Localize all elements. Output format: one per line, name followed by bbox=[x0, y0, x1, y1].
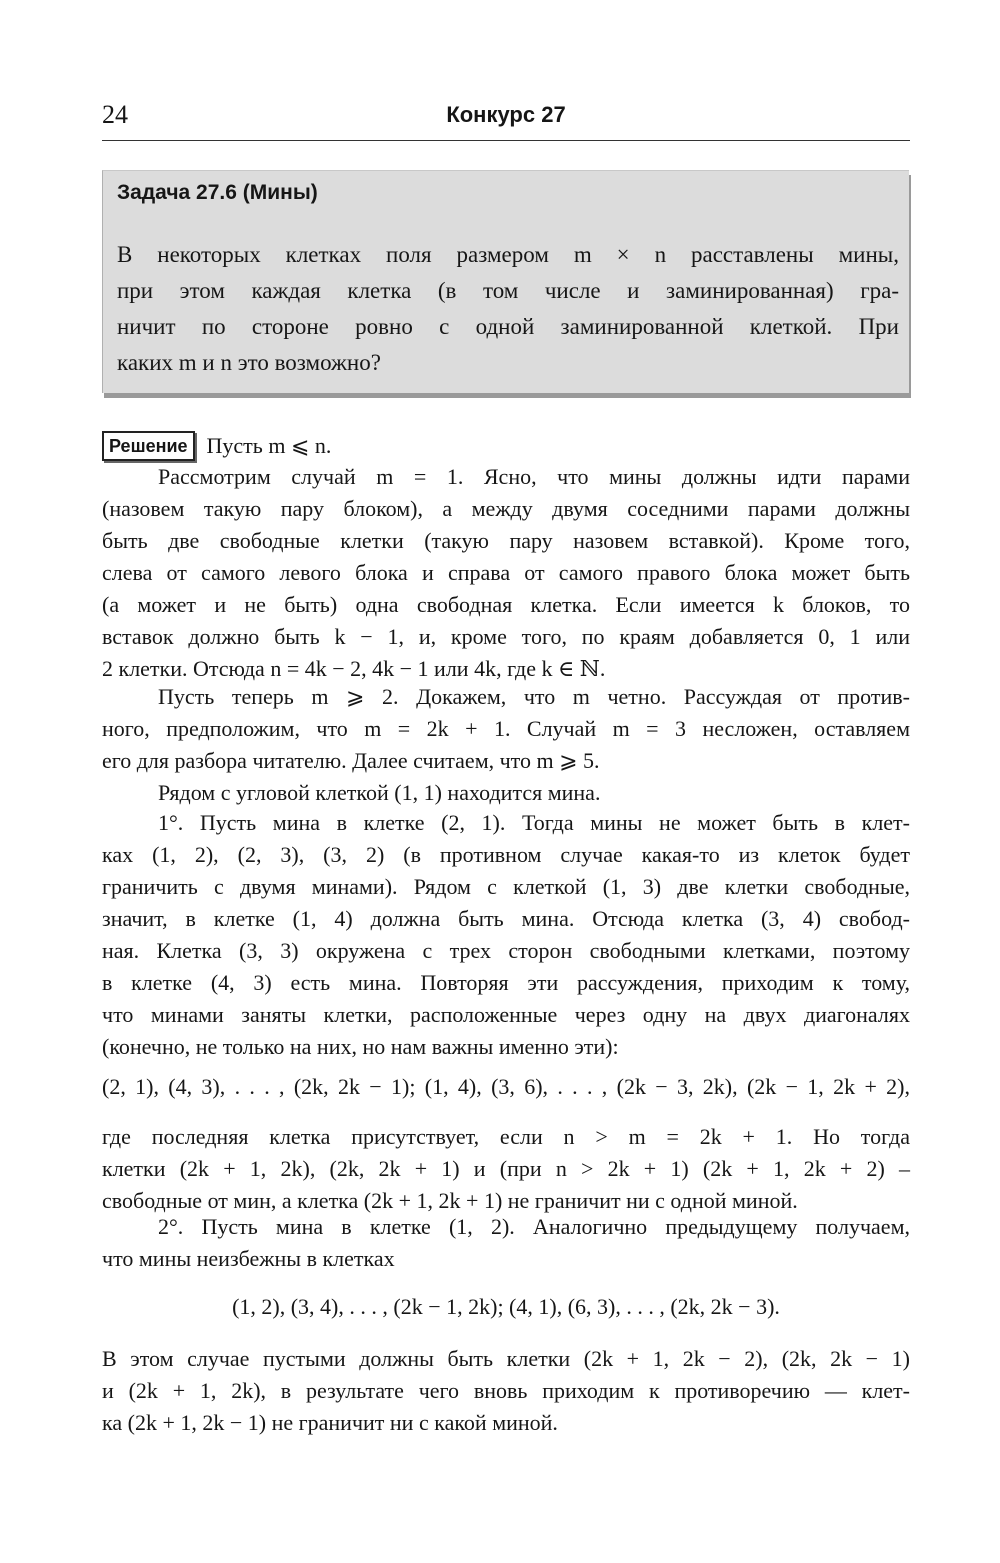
text-line: вставок должно быть k − 1, и, кроме того, по краям добавляется 0, 1 или bbox=[102, 624, 910, 649]
formula-2: (1, 2), (3, 4), . . . , (2k − 1, 2k); (4, 1), (6, 3), . . . , (2k, 2k − 3). bbox=[232, 1294, 780, 1319]
problem-line: ничит по стороне ровно с одной заминированной клеткой. При bbox=[117, 314, 899, 339]
text-line: быть две свободные клетки (такую пару назовем вставкой). Кроме того, bbox=[102, 528, 910, 553]
text-line: (конечно, не только на них, но нам важны именно эти): bbox=[102, 1034, 619, 1059]
text-line: что минами заняты клетки, расположенные через одну на двух диагоналях bbox=[102, 1002, 910, 1027]
text-line: Пусть теперь m ⩾ 2. Докажем, что m четно. Рассуждая от против- bbox=[158, 684, 910, 709]
text-line: Рассмотрим случай m = 1. Ясно, что мины должны идти парами bbox=[158, 464, 910, 489]
text-line: (назовем такую пару блоком), а между двумя соседними парами должны bbox=[102, 496, 910, 521]
text-line: клетки (2k + 1, 2k), (2k, 2k + 1) и (при n > 2k + 1) (2k + 1, 2k + 2) – bbox=[102, 1156, 910, 1181]
text-line: ках (1, 2), (2, 3), (3, 2) (в противном случае какая-то из клеток будет bbox=[102, 842, 910, 867]
text-line: (а может и не быть) одна свободная клетка. Если имеется k блоков, то bbox=[102, 592, 910, 617]
problem-line: каких m и n это возможно? bbox=[117, 350, 381, 375]
solution-paragraph-7 bbox=[102, 1343, 910, 1439]
page-number: 24 bbox=[102, 100, 128, 129]
text-line: свободные от мин, а клетка (2k + 1, 2k + 1) не граничит ни с одной миной. bbox=[102, 1188, 798, 1213]
text-line: 2 клетки. Отсюда n = 4k − 2, 4k − 1 или 4k, где k ∈ ℕ. bbox=[102, 656, 606, 681]
text-line: значит, в клетке (1, 4) должна быть мина. Отсюда клетка (3, 4) свобод- bbox=[102, 906, 910, 931]
running-head: Конкурс 27 bbox=[446, 102, 566, 127]
text-line: его для разбора читателю. Далее считаем, что m ⩾ 5. bbox=[102, 748, 600, 773]
problem-line: при этом каждая клетка (в том числе и заминированная) гра- bbox=[117, 278, 899, 303]
text-line: ная. Клетка (3, 3) окружена с трех сторон свободными клетками, поэтому bbox=[102, 938, 910, 963]
problem-statement bbox=[117, 237, 899, 381]
formula-1: (2, 1), (4, 3), . . . , (2k, 2k − 1); (1, 4), (3, 6), . . . , (2k − 3, 2k), (2k − 1, 2k + 2), bbox=[102, 1074, 910, 1099]
solution-paragraph-4 bbox=[102, 807, 910, 1063]
solution-heading bbox=[102, 430, 331, 462]
problem-line: В некоторых клетках поля размером m × n расставлены мины, bbox=[117, 242, 899, 267]
problem-title: Задача 27.6 (Мины) bbox=[117, 181, 318, 204]
text-line: Рядом с угловой клеткой (1, 1) находится мина. bbox=[158, 780, 601, 805]
solution-badge: Решение bbox=[102, 431, 195, 461]
solution-paragraph-1 bbox=[102, 461, 910, 685]
text-line: в клетке (4, 3) есть мина. Повторяя эти рассуждения, приходим к тому, bbox=[102, 970, 910, 995]
solution-first-line: Пусть m ⩽ n. bbox=[206, 433, 332, 458]
text-line: что мины неизбежны в клетках bbox=[102, 1246, 395, 1271]
text-line: 1°. Пусть мина в клетке (2, 1). Тогда мины не может быть в клет- bbox=[158, 810, 910, 835]
text-line: 2°. Пусть мина в клетке (1, 2). Аналогично предыдущему получаем, bbox=[158, 1214, 910, 1239]
text-line: В этом случае пустыми должны быть клетки (2k + 1, 2k − 2), (2k, 2k − 1) bbox=[102, 1346, 910, 1371]
solution-paragraph-3 bbox=[102, 777, 910, 809]
solution-paragraph-2 bbox=[102, 681, 910, 777]
text-line: где последняя клетка присутствует, если n > m = 2k + 1. Но тогда bbox=[102, 1124, 910, 1149]
text-line: граничить с двумя минами). Рядом с клеткой (1, 3) две клетки свободные, bbox=[102, 874, 910, 899]
solution-paragraph-5 bbox=[102, 1121, 910, 1217]
text-line: и (2k + 1, 2k), в результате чего вновь приходим к противоречию — клет- bbox=[102, 1378, 910, 1403]
text-line: ного, предположим, что m = 2k + 1. Случай m = 3 несложен, оставляем bbox=[102, 716, 910, 741]
solution-paragraph-6 bbox=[102, 1211, 910, 1275]
problem-box bbox=[102, 170, 909, 393]
page-header bbox=[102, 96, 910, 141]
text-line: слева от самого левого блока и справа от самого правого блока может быть bbox=[102, 560, 910, 585]
text-line: ка (2k + 1, 2k − 1) не граничит ни с какой миной. bbox=[102, 1410, 558, 1435]
